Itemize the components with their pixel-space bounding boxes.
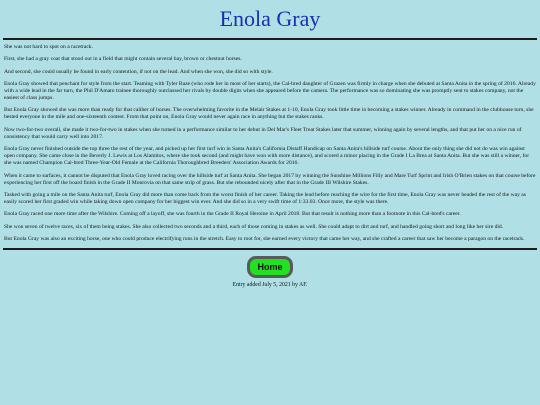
footer bbox=[0, 250, 540, 289]
paragraph: But Enola Gray showed she was more than ready for that caliber of horses. The overwhelming favorite in the Melair Stakes at 1-10, Enola Gray took little time in becoming a stakes winner. Already in command in the clubhouse turn, she bested everyone in the mile and one-sixteenth contest. From that point on, Enola Gray would never again race in anything but the stakes ranks. bbox=[4, 107, 534, 121]
paragraph: Enola Gray raced one more time after the Wilshire. Coming off a layoff, she was fourth in the Grade II Royal Heroine in April 2018. But that result is nothing more than a footnote in this Cal-bred's career. bbox=[4, 211, 461, 218]
home-button[interactable]: Home bbox=[247, 256, 293, 278]
paragraph: She won seven of twelve races, six of them being stakes. She also collected two seconds and a third, each of those coming in stakes as well. She could adapt to dirt and turf, and handled going short and long like her sire did. bbox=[4, 223, 504, 230]
paragraph: Enola Gray never finished outside the top three the rest of the year, and picked up her first turf win in Santa Anita's California Distaff Handicap on Santa Anita's hillside turf course. About the only thing she did not do was win against open company. She came close in the Beverly J. Lewis at Los Alamitos, where she took second (and might have won with more distance), and scored a minor placing in the Grade I La Brea at Santa Anita. But she was still a winner, for she was named Champion Cal-bred Three-Year-Old Female at the California Thoroughbred Breeders' Association Awards for 2016. bbox=[4, 146, 530, 167]
paragraph: Tasked with going a mile on the Santa Anita turf, Enola Gray did more than come back from the worst finish of her career. Taking the lead before reaching the wire for the first time, Enola Gray was never headed the rest of the way as easily scored her first graded win while taking down open company for her biggest win ever. And she did so in a very swift time of 1:33.03. Once more, the style was there. bbox=[4, 191, 526, 205]
article-body bbox=[0, 40, 540, 243]
paragraph: She was not hard to spot on a racetrack. bbox=[4, 44, 94, 50]
paragraph: First, she had a gray coat that stood out in a field that might contain several bay, brown or chestnut horses. bbox=[4, 56, 242, 63]
paragraph: Enola Gray showed that penchant for style from the start. Teaming with Tyler Baze (who rode her in most of her starts), the Cal-bred daughter of Grazen was firmly in charge when she debuted at Santa Anita in the spring of 2016. Already with a wide lead in the far turn, the Phil D'Amato trainee thoroughly outclassed her rivals by double digits when she appeared before the camera. The performance was so dominating she was promptly sent to stakes company, not the easiest of class jumps. bbox=[4, 80, 536, 102]
entry-info: Entry added July 5, 2021 by AF. bbox=[232, 282, 308, 289]
paragraph: Now two-for-two overall, she made it two-for-two in stakes when she turned in a performance similar to her debut in Del Mar's Fleet Treat Stakes later that summer, winning again by several lengths, and that put her on a nice run of consistency that would carry well into 2017. bbox=[4, 126, 522, 140]
paragraph: And second, she could usually be found in early contention, if not on the lead. And when she won, she did so with style. bbox=[4, 68, 273, 75]
paragraph: When it came to surfaces, it cannot be disputed that Enola Gray loved racing over the hillside turf at Santa Anita. She began 2017 by winning the Sunshine Millions Filly and Mare Turf Sprint and Irish O'Brien stakes on that course before experiencing her first off the board finish in the Grade II Monrovia on that same strip of grass. But she rebounded nicely after that in the Grade III Wilshire Stakes. bbox=[4, 172, 536, 186]
page-title: Enola Gray bbox=[219, 6, 321, 31]
paragraph: But Enola Gray was also an exciting horse, one who could produce electrifying runs in the stretch. Easy to root for, she earned every victory that came her way, and she crafted a career that saw her become a paragon on the racetrack. bbox=[4, 235, 525, 242]
